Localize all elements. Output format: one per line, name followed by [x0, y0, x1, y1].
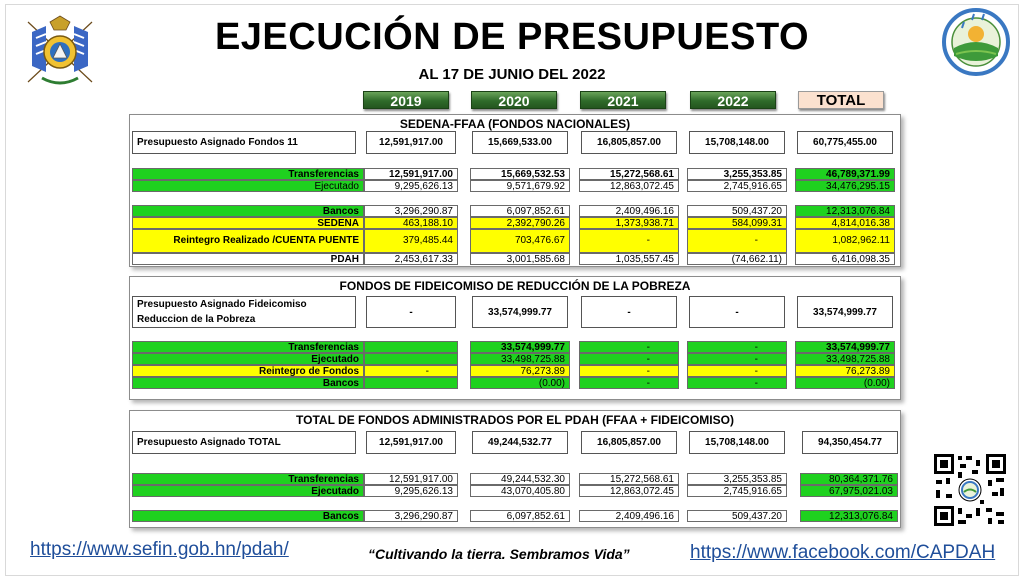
- assigned-total: 33,574,999.77: [797, 296, 893, 328]
- cell: [364, 377, 458, 389]
- row-label: Bancos: [132, 377, 364, 389]
- cell: 3,296,290.87: [364, 510, 458, 522]
- assigned-2020: 33,574,999.77: [472, 296, 568, 328]
- cell-total: 33,574,999.77: [795, 341, 895, 353]
- cell: [364, 341, 458, 353]
- cell: -: [579, 353, 679, 365]
- panel-sedena-title: SEDENA-FFAA (FONDOS NACIONALES): [399, 117, 631, 131]
- cell: 76,273.89: [470, 365, 570, 377]
- capdah-seal-icon: [942, 8, 1010, 76]
- cell: 12,591,917.00: [364, 473, 458, 485]
- row-label: Reintegro de Fondos: [132, 365, 364, 377]
- assigned-total: 60,775,455.00: [797, 131, 893, 154]
- row-label: Ejecutado: [132, 353, 364, 365]
- assigned-label-line2: Reduccion de la Pobreza: [137, 314, 256, 325]
- row-label: Ejecutado: [132, 485, 364, 497]
- assigned-label: Presupuesto Asignado TOTAL: [132, 431, 356, 454]
- year-header-2021: 2021: [580, 91, 666, 109]
- panel-sedena: [129, 114, 901, 267]
- cell: 43,070,405.80: [470, 485, 570, 497]
- cell-total: 6,416,098.35: [795, 253, 895, 265]
- page-title: EJECUCIÓN DE PRESUPUESTO: [214, 16, 810, 58]
- cell-total: 33,498,725.88: [795, 353, 895, 365]
- cell-total: 12,313,076.84: [795, 205, 895, 217]
- cell: 12,591,917.00: [364, 168, 458, 180]
- cell: 2,745,916.65: [687, 180, 787, 192]
- cell: -: [687, 341, 787, 353]
- cell: 33,498,725.88: [470, 353, 570, 365]
- assigned-2019: 12,591,917.00: [366, 131, 456, 154]
- row-label: Bancos: [132, 205, 364, 217]
- cell: 12,863,072.45: [579, 485, 679, 497]
- assigned-2019: -: [366, 296, 456, 328]
- assigned-2020: 15,669,533.00: [472, 131, 568, 154]
- cell: (0.00): [470, 377, 570, 389]
- page-subtitle: AL 17 DE JUNIO DEL 2022: [418, 66, 606, 83]
- cell-total: 46,789,371.99: [795, 168, 895, 180]
- panel-fideicomiso: [129, 276, 901, 400]
- cell: -: [687, 377, 787, 389]
- row-label: SEDENA: [132, 217, 364, 229]
- assigned-2020: 49,244,532.77: [472, 431, 568, 454]
- facebook-link[interactable]: https://www.facebook.com/CAPDAH: [690, 542, 996, 563]
- qr-code-icon: [932, 452, 1008, 528]
- cell: 509,437.20: [687, 205, 787, 217]
- cell: 33,574,999.77: [470, 341, 570, 353]
- assigned-2022: 15,708,148.00: [689, 131, 785, 154]
- cell: 2,392,790.26: [470, 217, 570, 229]
- cell: 49,244,532.30: [470, 473, 570, 485]
- cell: 12,863,072.45: [579, 180, 679, 192]
- assigned-label-line1: Presupuesto Asignado Fideicomiso: [137, 299, 307, 310]
- cell: 3,001,585.68: [470, 253, 570, 265]
- row-label: Transferencias: [132, 168, 364, 180]
- cell-total: 34,476,295.15: [795, 180, 895, 192]
- armed-forces-emblem-icon: [20, 12, 100, 92]
- cell: 6,097,852.61: [470, 205, 570, 217]
- assigned-2021: -: [581, 296, 677, 328]
- row-label: Transferencias: [132, 341, 364, 353]
- panel-total-title: TOTAL DE FONDOS ADMINISTRADOS POR EL PDAH (FFAA + FIDEICOMISO): [296, 413, 734, 427]
- row-label: Ejecutado: [132, 180, 364, 192]
- cell: -: [579, 365, 679, 377]
- assigned-label: [132, 296, 356, 328]
- cell: 509,437.20: [687, 510, 787, 522]
- cell: 3,296,290.87: [364, 205, 458, 217]
- year-header-2019: 2019: [363, 91, 449, 109]
- panel-fideicomiso-title: FONDOS DE FIDEICOMISO DE REDUCCIÓN DE LA POBREZA: [339, 279, 691, 293]
- cell: 15,272,568.61: [579, 168, 679, 180]
- cell-total: 80,364,371.76: [800, 473, 898, 485]
- cell: 3,255,353.85: [687, 473, 787, 485]
- cell: 9,571,679.92: [470, 180, 570, 192]
- cell: 15,272,568.61: [579, 473, 679, 485]
- cell: -: [687, 353, 787, 365]
- cell: 1,373,938.71: [579, 217, 679, 229]
- assigned-label: Presupuesto Asignado Fondos 11: [132, 131, 356, 154]
- cell: 15,669,532.53: [470, 168, 570, 180]
- cell: 2,745,916.65: [687, 485, 787, 497]
- cell: 6,097,852.61: [470, 510, 570, 522]
- sefin-link[interactable]: https://www.sefin.gob.hn/pdah/: [30, 539, 289, 560]
- assigned-total: 94,350,454.77: [802, 431, 898, 454]
- cell: 9,295,626.13: [364, 180, 458, 192]
- row-label: Transferencias: [132, 473, 364, 485]
- cell-total: (0.00): [795, 377, 895, 389]
- cell: 2,453,617.33: [364, 253, 458, 265]
- cell: -: [579, 229, 679, 253]
- cell: -: [364, 365, 458, 377]
- row-label: Reintegro Realizado /CUENTA PUENTE: [132, 229, 364, 253]
- assigned-2021: 16,805,857.00: [581, 131, 677, 154]
- year-header-total: TOTAL: [798, 91, 884, 109]
- assigned-2022: 15,708,148.00: [689, 431, 785, 454]
- cell-total: 76,273.89: [795, 365, 895, 377]
- motto-text: “Cultivando la tierra. Sembramos Vida”: [368, 546, 630, 562]
- cell: -: [687, 229, 787, 253]
- cell: 463,188.10: [364, 217, 458, 229]
- assigned-2022: -: [689, 296, 785, 328]
- cell: -: [579, 341, 679, 353]
- cell: 2,409,496.16: [579, 510, 679, 522]
- panel-total-fondos: [129, 410, 901, 528]
- cell-total: 1,082,962.11: [795, 229, 895, 253]
- cell: 3,255,353.85: [687, 168, 787, 180]
- cell: 1,035,557.45: [579, 253, 679, 265]
- cell: (74,662.11): [687, 253, 787, 265]
- year-header-2020: 2020: [471, 91, 557, 109]
- cell: [364, 353, 458, 365]
- assigned-2019: 12,591,917.00: [366, 431, 456, 454]
- row-label: PDAH: [132, 253, 364, 265]
- cell: 9,295,626.13: [364, 485, 458, 497]
- row-label: Bancos: [132, 510, 364, 522]
- cell: 2,409,496.16: [579, 205, 679, 217]
- cell-total: 4,814,016.38: [795, 217, 895, 229]
- year-header-2022: 2022: [690, 91, 776, 109]
- cell-total: 67,975,021.03: [800, 485, 898, 497]
- cell: -: [579, 377, 679, 389]
- assigned-2021: 16,805,857.00: [581, 431, 677, 454]
- cell: 379,485.44: [364, 229, 458, 253]
- cell: -: [687, 365, 787, 377]
- cell-total: 12,313,076.84: [800, 510, 898, 522]
- cell: 584,099.31: [687, 217, 787, 229]
- cell: 703,476.67: [470, 229, 570, 253]
